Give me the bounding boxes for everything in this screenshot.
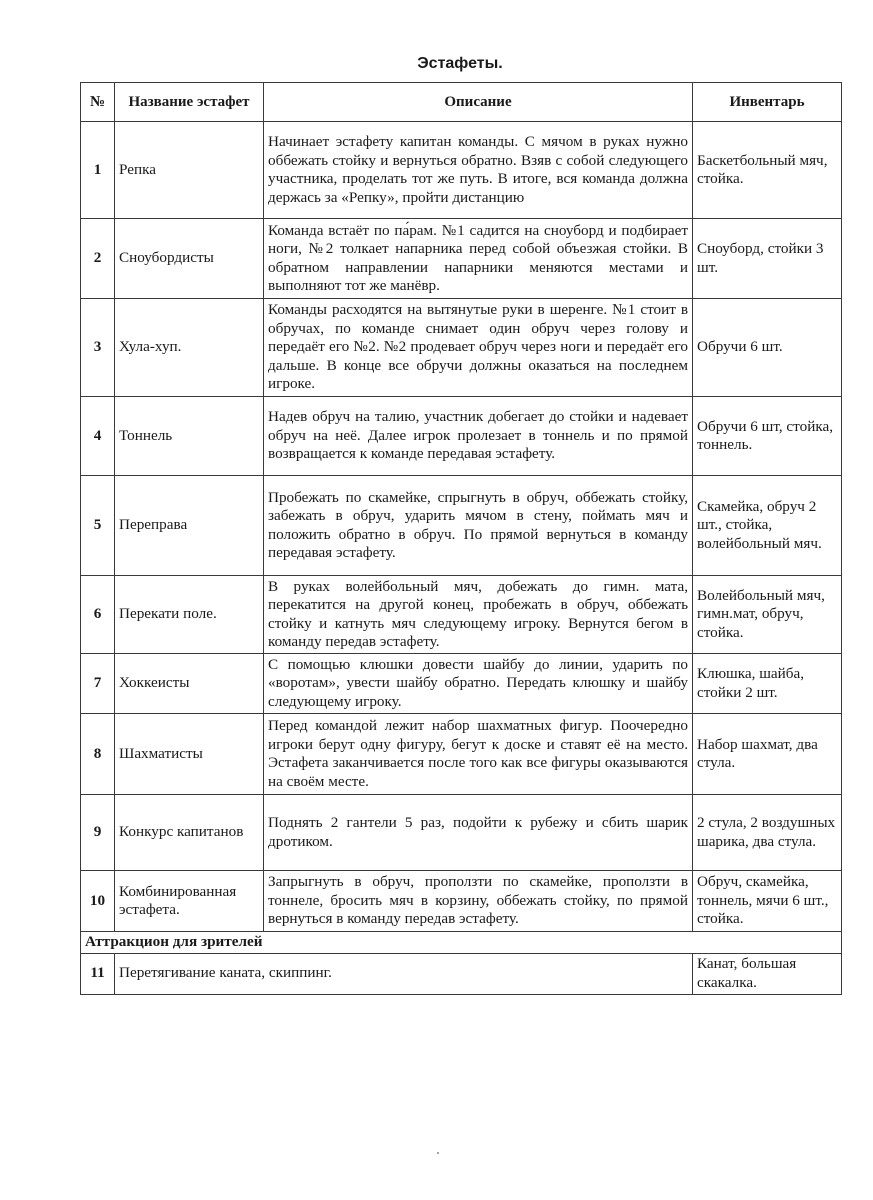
- row-inventory: Скамейка, обруч 2 шт., стойка, волейбольный мяч.: [693, 476, 842, 576]
- row-num: 6: [81, 576, 115, 654]
- row-inventory: 2 стула, 2 воздушных шарика, два стула.: [693, 795, 842, 871]
- row-name: Перекати поле.: [115, 576, 264, 654]
- table-row: [81, 714, 842, 795]
- header-description: Описание: [264, 83, 693, 122]
- row-inventory: Баскетбольный мяч, стойка.: [693, 122, 842, 219]
- table-row: [81, 654, 842, 714]
- table-row: [81, 122, 842, 219]
- row-name: Шахматисты: [115, 714, 264, 795]
- row-inventory: Клюшка, шайба, стойки 2 шт.: [693, 654, 842, 714]
- row-name: Переправа: [115, 476, 264, 576]
- row-description: Перетягивание каната, скиппинг.: [115, 953, 693, 994]
- row-name: Сноубордисты: [115, 219, 264, 299]
- section-header-row: [81, 932, 842, 954]
- scan-speck: [437, 1152, 439, 1154]
- row-num: 3: [81, 299, 115, 397]
- row-num: 7: [81, 654, 115, 714]
- row-name: Репка: [115, 122, 264, 219]
- row-description: Команда встаёт по па́рам. №1 садится на сноуборд и подбирает ноги, №2 толкает напарника перед собой объезжая стойки. В обратном направлении напарники меняются местами и выполняют тот же манёвр.: [264, 219, 693, 299]
- page-title: Эстафеты.: [417, 55, 503, 72]
- row-name: Конкурс капитанов: [115, 795, 264, 871]
- row-name: Хоккеисты: [115, 654, 264, 714]
- table-row: [81, 871, 842, 932]
- section-title: Аттракцион для зрителей: [81, 932, 842, 954]
- row-num: 4: [81, 397, 115, 476]
- row-inventory: Набор шахмат, два стула.: [693, 714, 842, 795]
- row-num: 2: [81, 219, 115, 299]
- row-description: Поднять 2 гантели 5 раз, подойти к рубежу и сбить шарик дротиком.: [264, 795, 693, 871]
- row-description: В руках волейбольный мяч, добежать до гимн. мата, перекатится на другой конец, пробежать в обруч, оббежать стойку и катнуть мяч следующему игроку. Вернутся бегом в команду передав эстафету.: [264, 576, 693, 654]
- table-row: [81, 219, 842, 299]
- row-num: 1: [81, 122, 115, 219]
- row-description: Надев обруч на талию, участник добегает до стойки и надевает обруч на неё. Далее игрок пролезает в тоннель и по прямой возвращается к команде передавая эстафету.: [264, 397, 693, 476]
- table-row: [81, 576, 842, 654]
- row-name: Комбинированная эстафета.: [115, 871, 264, 932]
- row-num: 10: [81, 871, 115, 932]
- row-description: С помощью клюшки довести шайбу до линии, ударить по «воротам», увести шайбу обратно. Передать клюшку и шайбу следующему игроку.: [264, 654, 693, 714]
- row-inventory: Волейбольный мяч, гимн.мат, обруч, стойка.: [693, 576, 842, 654]
- table-row: [81, 299, 842, 397]
- row-description: Пробежать по скамейке, спрыгнуть в обруч, оббежать стойку, забежать в обруч, ударить мячом в стену, поймать мяч и положить обратно в обруч. По прямой вернуться в команду передавая эстафету.: [264, 476, 693, 576]
- row-inventory: Обручи 6 шт, стойка, тоннель.: [693, 397, 842, 476]
- row-inventory: Обруч, скамейка, тоннель, мячи 6 шт., стойка.: [693, 871, 842, 932]
- row-num: 5: [81, 476, 115, 576]
- row-num: 9: [81, 795, 115, 871]
- row-name: Хула-хуп.: [115, 299, 264, 397]
- row-num: 8: [81, 714, 115, 795]
- table-row: [81, 397, 842, 476]
- row-description: Начинает эстафету капитан команды. С мячом в руках нужно оббежать стойку и вернуться обратно. Взяв с собой следующего участника, проделать тот же путь. В итоге, вся команда должна держась за «Репку», пройти дистанцию: [264, 122, 693, 219]
- row-inventory: Сноуборд, стойки 3 шт.: [693, 219, 842, 299]
- row-description: Запрыгнуть в обруч, проползти по скамейке, проползти в тоннеле, бросить мяч в корзину, оббежать стойку, по прямой вернуться в команду передав эстафету.: [264, 871, 693, 932]
- table-row: [81, 476, 842, 576]
- table-row: [81, 953, 842, 994]
- row-num: 11: [81, 953, 115, 994]
- row-inventory: Канат, большая скакалка.: [693, 953, 842, 994]
- relays-table: [80, 82, 842, 995]
- row-description: Команды расходятся на вытянутые руки в шеренге. №1 стоит в обручах, по команде снимает один обруч через голову и передаёт его №2. №2 продевает обруч через ноги и передаёт его дальше. В конце все обручи должны оказаться на последнем игроке.: [264, 299, 693, 397]
- header-name: Название эстафет: [115, 83, 264, 122]
- row-description: Перед командой лежит набор шахматных фигур. Поочередно игроки берут одну фигуру, бегут к доске и ставят её на место. Эстафета заканчивается после того как все фигуры оказываются на своём месте.: [264, 714, 693, 795]
- header-inventory: Инвентарь: [693, 83, 842, 122]
- header-num: №: [81, 83, 115, 122]
- row-inventory: Обручи 6 шт.: [693, 299, 842, 397]
- table-row: [81, 795, 842, 871]
- table-header-row: [81, 83, 842, 122]
- row-name: Тоннель: [115, 397, 264, 476]
